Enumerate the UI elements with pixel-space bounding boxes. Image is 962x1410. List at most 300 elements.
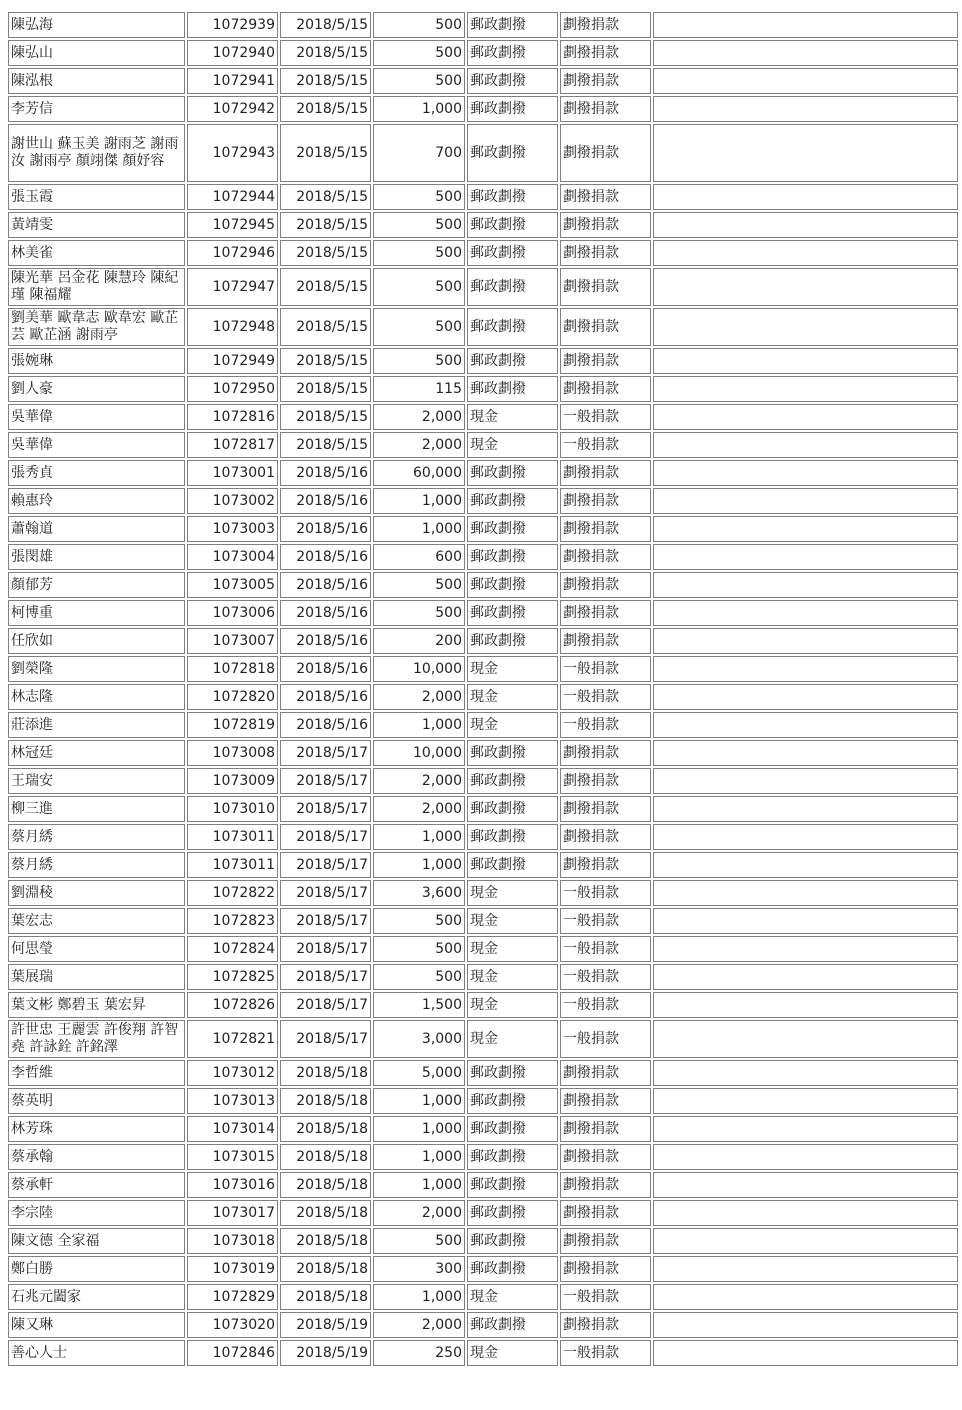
donor-name-cell: 何思瑩: [8, 936, 185, 962]
receipt-number-cell: 1073019: [187, 1256, 278, 1282]
donation-category-cell: 一般捐款: [560, 908, 651, 934]
donation-category-cell: 一般捐款: [560, 712, 651, 738]
note-cell: [653, 68, 958, 94]
receipt-number-cell: 1072949: [187, 348, 278, 374]
amount-cell: 10,000: [373, 740, 465, 766]
donation-category-cell: 劃撥捐款: [560, 824, 651, 850]
amount-cell: 1,000: [373, 852, 465, 878]
payment-method-cell: 郵政劃撥: [467, 96, 558, 122]
receipt-number-cell: 1073015: [187, 1144, 278, 1170]
donation-category-cell: 劃撥捐款: [560, 1144, 651, 1170]
note-cell: [653, 936, 958, 962]
donor-name-cell: 蔡承軒: [8, 1172, 185, 1198]
payment-method-cell: 現金: [467, 964, 558, 990]
donation-category-cell: 劃撥捐款: [560, 348, 651, 374]
receipt-number-cell: 1072947: [187, 268, 278, 306]
receipt-number-cell: 1073016: [187, 1172, 278, 1198]
donation-date-cell: 2018/5/15: [280, 240, 371, 266]
table-row: [8, 656, 958, 682]
donation-category-cell: 一般捐款: [560, 992, 651, 1018]
receipt-number-cell: 1073008: [187, 740, 278, 766]
payment-method-cell: 郵政劃撥: [467, 1200, 558, 1226]
table-row: [8, 488, 958, 514]
donation-category-cell: 劃撥捐款: [560, 1172, 651, 1198]
donation-date-cell: 2018/5/15: [280, 96, 371, 122]
receipt-number-cell: 1072816: [187, 404, 278, 430]
donor-name-cell: 葉文彬 鄭碧玉 葉宏昇: [8, 992, 185, 1018]
receipt-number-cell: 1072825: [187, 964, 278, 990]
donation-date-cell: 2018/5/19: [280, 1312, 371, 1338]
table-row: [8, 824, 958, 850]
table-row: [8, 740, 958, 766]
table-row: [8, 516, 958, 542]
receipt-number-cell: 1072950: [187, 376, 278, 402]
donor-name-cell: 陳光華 呂金花 陳慧玲 陳紀瑾 陳福耀: [8, 268, 185, 306]
payment-method-cell: 郵政劃撥: [467, 1256, 558, 1282]
payment-method-cell: 郵政劃撥: [467, 852, 558, 878]
receipt-number-cell: 1073010: [187, 796, 278, 822]
amount-cell: 500: [373, 212, 465, 238]
donation-date-cell: 2018/5/18: [280, 1256, 371, 1282]
donor-name-cell: 蕭翰道: [8, 516, 185, 542]
donor-name-cell: 林芳珠: [8, 1116, 185, 1142]
donation-category-cell: 劃撥捐款: [560, 1312, 651, 1338]
note-cell: [653, 12, 958, 38]
amount-cell: 1,000: [373, 1116, 465, 1142]
table-row: [8, 992, 958, 1018]
donation-date-cell: 2018/5/16: [280, 544, 371, 570]
donation-date-cell: 2018/5/16: [280, 684, 371, 710]
donation-date-cell: 2018/5/17: [280, 768, 371, 794]
donation-category-cell: 劃撥捐款: [560, 184, 651, 210]
note-cell: [653, 40, 958, 66]
payment-method-cell: 郵政劃撥: [467, 1088, 558, 1114]
table-row: [8, 184, 958, 210]
donation-date-cell: 2018/5/17: [280, 908, 371, 934]
amount-cell: 1,000: [373, 1284, 465, 1310]
table-row: [8, 212, 958, 238]
donor-name-cell: 陳文德 全家福: [8, 1228, 185, 1254]
table-row: [8, 880, 958, 906]
donation-date-cell: 2018/5/15: [280, 404, 371, 430]
donation-category-cell: 劃撥捐款: [560, 308, 651, 346]
donor-name-cell: 林冠廷: [8, 740, 185, 766]
donor-name-cell: 張秀貞: [8, 460, 185, 486]
note-cell: [653, 1312, 958, 1338]
amount-cell: 1,000: [373, 824, 465, 850]
donation-date-cell: 2018/5/16: [280, 572, 371, 598]
receipt-number-cell: 1072946: [187, 240, 278, 266]
amount-cell: 2,000: [373, 768, 465, 794]
donation-date-cell: 2018/5/18: [280, 1116, 371, 1142]
table-row: [8, 12, 958, 38]
receipt-number-cell: 1072817: [187, 432, 278, 458]
table-row: [8, 1020, 958, 1058]
donor-name-cell: 蔡月綉: [8, 824, 185, 850]
note-cell: [653, 1020, 958, 1058]
donation-date-cell: 2018/5/15: [280, 184, 371, 210]
donation-category-cell: 劃撥捐款: [560, 12, 651, 38]
note-cell: [653, 1200, 958, 1226]
donation-date-cell: 2018/5/15: [280, 432, 371, 458]
amount-cell: 500: [373, 184, 465, 210]
receipt-number-cell: 1073011: [187, 852, 278, 878]
note-cell: [653, 796, 958, 822]
receipt-number-cell: 1072945: [187, 212, 278, 238]
amount-cell: 500: [373, 68, 465, 94]
donation-category-cell: 劃撥捐款: [560, 572, 651, 598]
receipt-number-cell: 1073013: [187, 1088, 278, 1114]
table-row: [8, 404, 958, 430]
amount-cell: 1,500: [373, 992, 465, 1018]
note-cell: [653, 572, 958, 598]
donation-date-cell: 2018/5/17: [280, 824, 371, 850]
note-cell: [653, 1172, 958, 1198]
donation-date-cell: 2018/5/18: [280, 1144, 371, 1170]
receipt-number-cell: 1073007: [187, 628, 278, 654]
donation-category-cell: 一般捐款: [560, 684, 651, 710]
donation-category-cell: 劃撥捐款: [560, 376, 651, 402]
donation-category-cell: 劃撥捐款: [560, 544, 651, 570]
amount-cell: 500: [373, 936, 465, 962]
donation-category-cell: 一般捐款: [560, 1284, 651, 1310]
donation-date-cell: 2018/5/18: [280, 1284, 371, 1310]
receipt-number-cell: 1072819: [187, 712, 278, 738]
payment-method-cell: 郵政劃撥: [467, 240, 558, 266]
donation-category-cell: 劃撥捐款: [560, 40, 651, 66]
table-row: [8, 1228, 958, 1254]
donor-name-cell: 劉美華 歐韋志 歐韋宏 歐芷芸 歐芷涵 謝雨亭: [8, 308, 185, 346]
amount-cell: 500: [373, 908, 465, 934]
receipt-number-cell: 1073009: [187, 768, 278, 794]
donation-category-cell: 一般捐款: [560, 1020, 651, 1058]
receipt-number-cell: 1072823: [187, 908, 278, 934]
receipt-number-cell: 1072826: [187, 992, 278, 1018]
payment-method-cell: 郵政劃撥: [467, 824, 558, 850]
table-row: [8, 1340, 958, 1366]
donation-category-cell: 劃撥捐款: [560, 1088, 651, 1114]
donation-date-cell: 2018/5/17: [280, 992, 371, 1018]
note-cell: [653, 684, 958, 710]
payment-method-cell: 郵政劃撥: [467, 544, 558, 570]
receipt-number-cell: 1073006: [187, 600, 278, 626]
donor-name-cell: 李芳信: [8, 96, 185, 122]
note-cell: [653, 376, 958, 402]
receipt-number-cell: 1072846: [187, 1340, 278, 1366]
payment-method-cell: 郵政劃撥: [467, 460, 558, 486]
donation-category-cell: 劃撥捐款: [560, 796, 651, 822]
amount-cell: 500: [373, 600, 465, 626]
donation-category-cell: 劃撥捐款: [560, 488, 651, 514]
donor-name-cell: 葉宏志: [8, 908, 185, 934]
payment-method-cell: 郵政劃撥: [467, 1116, 558, 1142]
donor-name-cell: 黃靖雯: [8, 212, 185, 238]
payment-method-cell: 郵政劃撥: [467, 600, 558, 626]
donor-name-cell: 陳泓根: [8, 68, 185, 94]
table-row: [8, 460, 958, 486]
donation-date-cell: 2018/5/16: [280, 628, 371, 654]
table-row: [8, 908, 958, 934]
donation-category-cell: 一般捐款: [560, 964, 651, 990]
note-cell: [653, 212, 958, 238]
donation-date-cell: 2018/5/15: [280, 268, 371, 306]
payment-method-cell: 郵政劃撥: [467, 348, 558, 374]
donation-date-cell: 2018/5/17: [280, 1020, 371, 1058]
payment-method-cell: 郵政劃撥: [467, 68, 558, 94]
donation-date-cell: 2018/5/15: [280, 12, 371, 38]
amount-cell: 500: [373, 572, 465, 598]
receipt-number-cell: 1073001: [187, 460, 278, 486]
donation-category-cell: 一般捐款: [560, 656, 651, 682]
table-row: [8, 268, 958, 306]
table-row: [8, 852, 958, 878]
donation-category-cell: 一般捐款: [560, 880, 651, 906]
note-cell: [653, 1228, 958, 1254]
donation-date-cell: 2018/5/16: [280, 600, 371, 626]
donor-name-cell: 柯博重: [8, 600, 185, 626]
payment-method-cell: 現金: [467, 880, 558, 906]
amount-cell: 500: [373, 12, 465, 38]
note-cell: [653, 712, 958, 738]
table-row: [8, 936, 958, 962]
payment-method-cell: 郵政劃撥: [467, 212, 558, 238]
note-cell: [653, 308, 958, 346]
amount-cell: 1,000: [373, 1088, 465, 1114]
payment-method-cell: 郵政劃撥: [467, 268, 558, 306]
donation-category-cell: 劃撥捐款: [560, 628, 651, 654]
receipt-number-cell: 1072941: [187, 68, 278, 94]
payment-method-cell: 郵政劃撥: [467, 796, 558, 822]
donor-name-cell: 林志隆: [8, 684, 185, 710]
table-row: [8, 40, 958, 66]
donor-name-cell: 柳三進: [8, 796, 185, 822]
donor-name-cell: 賴惠玲: [8, 488, 185, 514]
note-cell: [653, 516, 958, 542]
receipt-number-cell: 1073017: [187, 1200, 278, 1226]
donation-date-cell: 2018/5/15: [280, 308, 371, 346]
amount-cell: 250: [373, 1340, 465, 1366]
amount-cell: 60,000: [373, 460, 465, 486]
donation-date-cell: 2018/5/16: [280, 712, 371, 738]
amount-cell: 2,000: [373, 1312, 465, 1338]
payment-method-cell: 現金: [467, 1284, 558, 1310]
payment-method-cell: 郵政劃撥: [467, 1172, 558, 1198]
table-row: [8, 1172, 958, 1198]
note-cell: [653, 432, 958, 458]
donation-category-cell: 劃撥捐款: [560, 516, 651, 542]
note-cell: [653, 992, 958, 1018]
payment-method-cell: 郵政劃撥: [467, 124, 558, 182]
amount-cell: 700: [373, 124, 465, 182]
amount-cell: 1,000: [373, 488, 465, 514]
donor-name-cell: 陳弘山: [8, 40, 185, 66]
receipt-number-cell: 1072942: [187, 96, 278, 122]
receipt-number-cell: 1072943: [187, 124, 278, 182]
table-row: [8, 964, 958, 990]
donation-date-cell: 2018/5/17: [280, 852, 371, 878]
table-row: [8, 628, 958, 654]
receipt-number-cell: 1073018: [187, 1228, 278, 1254]
donor-name-cell: 善心人士: [8, 1340, 185, 1366]
table-row: [8, 124, 958, 182]
payment-method-cell: 現金: [467, 1340, 558, 1366]
payment-method-cell: 現金: [467, 712, 558, 738]
donation-category-cell: 劃撥捐款: [560, 852, 651, 878]
donation-category-cell: 劃撥捐款: [560, 740, 651, 766]
donation-date-cell: 2018/5/17: [280, 796, 371, 822]
payment-method-cell: 郵政劃撥: [467, 572, 558, 598]
amount-cell: 1,000: [373, 1172, 465, 1198]
donation-date-cell: 2018/5/16: [280, 516, 371, 542]
amount-cell: 500: [373, 964, 465, 990]
payment-method-cell: 郵政劃撥: [467, 308, 558, 346]
donor-name-cell: 蔡承翰: [8, 1144, 185, 1170]
note-cell: [653, 1340, 958, 1366]
amount-cell: 5,000: [373, 1060, 465, 1086]
table-row: [8, 432, 958, 458]
donation-category-cell: 劃撥捐款: [560, 240, 651, 266]
payment-method-cell: 郵政劃撥: [467, 740, 558, 766]
note-cell: [653, 404, 958, 430]
donation-date-cell: 2018/5/15: [280, 212, 371, 238]
donor-name-cell: 李宗陸: [8, 1200, 185, 1226]
payment-method-cell: 現金: [467, 684, 558, 710]
note-cell: [653, 488, 958, 514]
donation-category-cell: 劃撥捐款: [560, 1060, 651, 1086]
receipt-number-cell: 1073002: [187, 488, 278, 514]
table-row: [8, 796, 958, 822]
amount-cell: 500: [373, 40, 465, 66]
donation-date-cell: 2018/5/15: [280, 376, 371, 402]
donation-category-cell: 一般捐款: [560, 404, 651, 430]
donor-name-cell: 陳弘海: [8, 12, 185, 38]
amount-cell: 2,000: [373, 796, 465, 822]
donation-category-cell: 劃撥捐款: [560, 1228, 651, 1254]
payment-method-cell: 現金: [467, 936, 558, 962]
table-row: [8, 1088, 958, 1114]
donor-name-cell: 吳華偉: [8, 432, 185, 458]
receipt-number-cell: 1072940: [187, 40, 278, 66]
table-row: [8, 600, 958, 626]
receipt-number-cell: 1073011: [187, 824, 278, 850]
note-cell: [653, 1284, 958, 1310]
receipt-number-cell: 1072829: [187, 1284, 278, 1310]
donor-name-cell: 許世忠 王麗雲 許俊翔 許智堯 許詠銓 許銘澤: [8, 1020, 185, 1058]
donor-name-cell: 顏郁芳: [8, 572, 185, 598]
donation-category-cell: 劃撥捐款: [560, 124, 651, 182]
donation-date-cell: 2018/5/18: [280, 1172, 371, 1198]
note-cell: [653, 124, 958, 182]
amount-cell: 10,000: [373, 656, 465, 682]
donor-name-cell: 張婉琳: [8, 348, 185, 374]
amount-cell: 200: [373, 628, 465, 654]
table-row: [8, 1060, 958, 1086]
note-cell: [653, 1060, 958, 1086]
amount-cell: 1,000: [373, 96, 465, 122]
donation-rows: [8, 12, 958, 1366]
donation-category-cell: 劃撥捐款: [560, 96, 651, 122]
note-cell: [653, 880, 958, 906]
donor-name-cell: 吳華偉: [8, 404, 185, 430]
amount-cell: 500: [373, 240, 465, 266]
note-cell: [653, 852, 958, 878]
table-row: [8, 1312, 958, 1338]
table-row: [8, 308, 958, 346]
donation-date-cell: 2018/5/17: [280, 880, 371, 906]
receipt-number-cell: 1072948: [187, 308, 278, 346]
payment-method-cell: 現金: [467, 1020, 558, 1058]
donor-name-cell: 王瑞安: [8, 768, 185, 794]
payment-method-cell: 現金: [467, 656, 558, 682]
donor-name-cell: 陳又琳: [8, 1312, 185, 1338]
donation-date-cell: 2018/5/19: [280, 1340, 371, 1366]
receipt-number-cell: 1073003: [187, 516, 278, 542]
amount-cell: 2,000: [373, 432, 465, 458]
donor-name-cell: 張玉霞: [8, 184, 185, 210]
amount-cell: 1,000: [373, 712, 465, 738]
note-cell: [653, 740, 958, 766]
donation-date-cell: 2018/5/17: [280, 740, 371, 766]
receipt-number-cell: 1072821: [187, 1020, 278, 1058]
payment-method-cell: 郵政劃撥: [467, 184, 558, 210]
payment-method-cell: 現金: [467, 908, 558, 934]
payment-method-cell: 郵政劃撥: [467, 40, 558, 66]
donor-name-cell: 蔡英明: [8, 1088, 185, 1114]
note-cell: [653, 1144, 958, 1170]
donor-name-cell: 莊添進: [8, 712, 185, 738]
amount-cell: 115: [373, 376, 465, 402]
receipt-number-cell: 1072820: [187, 684, 278, 710]
note-cell: [653, 1116, 958, 1142]
donation-date-cell: 2018/5/18: [280, 1200, 371, 1226]
donation-date-cell: 2018/5/18: [280, 1060, 371, 1086]
payment-method-cell: 郵政劃撥: [467, 768, 558, 794]
payment-method-cell: 郵政劃撥: [467, 516, 558, 542]
amount-cell: 3,000: [373, 1020, 465, 1058]
donation-date-cell: 2018/5/15: [280, 68, 371, 94]
payment-method-cell: 郵政劃撥: [467, 1312, 558, 1338]
donor-name-cell: 李哲維: [8, 1060, 185, 1086]
amount-cell: 3,600: [373, 880, 465, 906]
donation-date-cell: 2018/5/15: [280, 124, 371, 182]
donor-name-cell: 林美雀: [8, 240, 185, 266]
donation-date-cell: 2018/5/18: [280, 1228, 371, 1254]
donor-name-cell: 鄭白勝: [8, 1256, 185, 1282]
table-row: [8, 68, 958, 94]
donation-category-cell: 劃撥捐款: [560, 212, 651, 238]
amount-cell: 2,000: [373, 404, 465, 430]
amount-cell: 1,000: [373, 1144, 465, 1170]
donor-name-cell: 謝世山 蘇玉美 謝雨芝 謝雨汝 謝雨亭 顏翊傑 顏妤容: [8, 124, 185, 182]
donation-category-cell: 一般捐款: [560, 432, 651, 458]
payment-method-cell: 郵政劃撥: [467, 376, 558, 402]
donation-category-cell: 劃撥捐款: [560, 68, 651, 94]
donor-name-cell: 劉淵稜: [8, 880, 185, 906]
donation-date-cell: 2018/5/15: [280, 348, 371, 374]
receipt-number-cell: 1073004: [187, 544, 278, 570]
note-cell: [653, 1088, 958, 1114]
table-row: [8, 712, 958, 738]
amount-cell: 500: [373, 1228, 465, 1254]
table-row: [8, 1144, 958, 1170]
donation-category-cell: 劃撥捐款: [560, 1256, 651, 1282]
table-row: [8, 572, 958, 598]
donation-category-cell: 一般捐款: [560, 1340, 651, 1366]
receipt-number-cell: 1073005: [187, 572, 278, 598]
donor-name-cell: 石兆元闔家: [8, 1284, 185, 1310]
amount-cell: 500: [373, 348, 465, 374]
note-cell: [653, 768, 958, 794]
